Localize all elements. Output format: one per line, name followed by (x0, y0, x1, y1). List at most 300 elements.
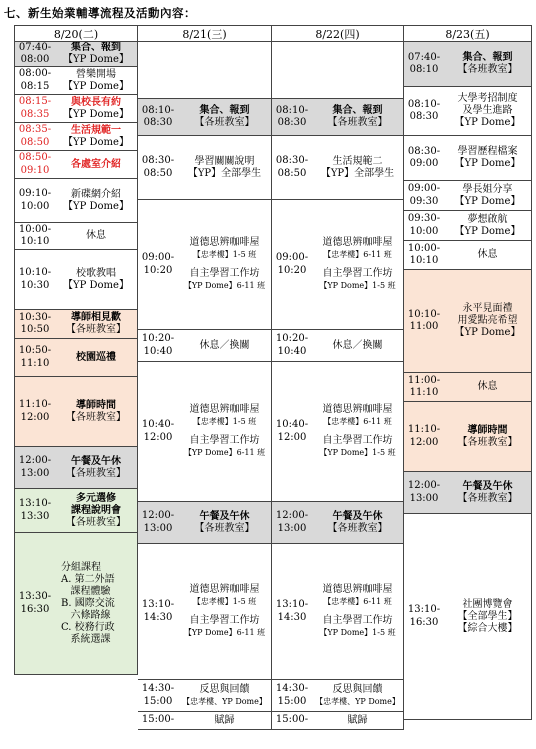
schedule-cell (404, 181, 532, 211)
schedule-cell (404, 402, 532, 472)
time-text: 09:30- (407, 213, 441, 224)
activity-line: 道德思辨咖啡屋 (322, 237, 393, 248)
activity-line: 賦歸 (347, 714, 368, 726)
time-text: 13:00 (20, 467, 50, 479)
activity-line: 【YP Dome】6-11 班 (183, 628, 266, 637)
time-text: 08:30- (407, 145, 441, 157)
schedule-cell (14, 67, 138, 95)
time-range (138, 712, 178, 729)
activity-line: 導師相見歡 (71, 312, 121, 323)
schedule-cell (14, 151, 138, 179)
activity (178, 544, 271, 679)
activity-line: 【YP Dome】 (63, 108, 129, 120)
activity (178, 712, 271, 729)
activity-line: 【忠孝樓、YP Dome】 (315, 696, 400, 706)
time-text: 15:00- (141, 714, 175, 726)
time-text: 13:10- (18, 498, 52, 509)
day-header: 8/20(二) (14, 25, 138, 42)
time-text: 09:00- (407, 183, 441, 194)
activity-line: 六條路線 (61, 609, 111, 621)
activity (444, 472, 531, 513)
activity-line: C. 校務行政 (61, 621, 115, 633)
time-text: 15:00- (275, 714, 309, 726)
activity-line: 【YP Dome】 (63, 80, 129, 92)
schedule-cell (14, 447, 138, 489)
schedule-cell (404, 87, 532, 136)
activity (178, 330, 271, 361)
activity (178, 99, 271, 135)
time-text: 10:00 (20, 200, 50, 212)
activity-line: 與校長有約 (71, 96, 121, 108)
section-heading: 七、新生始業輔導流程及活動內容： (4, 6, 196, 20)
time-text: 12:00 (277, 431, 307, 443)
activity-line: 【YP Dome】 (454, 195, 521, 207)
time-text: 12:00 (20, 411, 50, 423)
time-range (138, 136, 178, 199)
activity-line: B. 國際交流 (61, 597, 115, 609)
time-range (404, 42, 444, 86)
activity-line: 學習關關說明 (194, 155, 255, 167)
day-header: 8/22(四) (272, 25, 404, 42)
schedule-cell (138, 712, 272, 730)
time-text: 10:30- (18, 311, 52, 323)
schedule-cell (14, 339, 138, 377)
schedule-cell (138, 136, 272, 200)
activity-line: 道德思辨咖啡屋 (189, 404, 260, 415)
activity-line: 導師時間 (76, 399, 116, 411)
time-text: 09:10 (20, 164, 50, 176)
activity (312, 330, 403, 361)
activity-line: 【各班教室】 (194, 117, 255, 128)
schedule-cell (404, 270, 532, 373)
time-text: 08:50 (143, 167, 173, 179)
activity-line: A. 第二外語 (61, 573, 115, 585)
time-text: 09:00- (275, 252, 309, 263)
activity-line: 導師時間 (467, 424, 508, 436)
time-text: 10:20- (141, 333, 175, 344)
activity-line: 【全部學生】 (457, 610, 518, 622)
schedule-cell (404, 136, 532, 181)
time-text: 10:10- (18, 267, 52, 278)
activity-line: 【YP Dome】 (63, 54, 129, 65)
activity-line: 校歌教唱 (76, 267, 116, 279)
schedule-cell (272, 680, 404, 712)
time-text: 08:15- (18, 96, 52, 107)
activity-line: 【YP】全部學生 (187, 167, 262, 179)
activity-line: 【YP Dome】6-11 班 (183, 281, 266, 290)
activity-line: 午餐及午休 (332, 510, 383, 522)
activity (55, 151, 137, 178)
time-text: 08:10- (407, 98, 441, 110)
time-range (404, 402, 444, 471)
time-text: 07:40- (18, 42, 52, 53)
time-text: 14:30- (141, 683, 175, 694)
time-range (404, 373, 444, 401)
activity-line: 【YP Dome】 (63, 200, 129, 212)
activity-line: 【忠孝樓】6-11 班 (323, 597, 392, 606)
schedule-cell (14, 250, 138, 310)
time-text: 13:10- (275, 599, 309, 610)
activity-line: 【忠孝樓、YP Dome】 (182, 696, 267, 706)
activity-line: 【各班教室】 (457, 492, 518, 504)
time-text: 08:10- (141, 104, 175, 116)
activity-line: 【YP Dome】 (63, 279, 129, 291)
activity-line: 【YP Dome】 (63, 136, 129, 148)
time-range (404, 241, 444, 269)
schedule-cell (14, 489, 138, 533)
schedule-cell (14, 377, 138, 447)
time-text: 12:00- (18, 455, 52, 466)
time-range (15, 42, 55, 66)
time-range (404, 211, 444, 240)
day-column (404, 25, 532, 741)
activity-line: 課程說明會 (71, 504, 121, 516)
activity-line: 分組課程 (61, 561, 101, 573)
activity-line: 【YP Dome】 (454, 225, 521, 237)
time-text: 08:00- (18, 68, 52, 79)
activity-line: 午餐及午休 (462, 480, 513, 492)
activity-line: 【綜合大樓】 (457, 622, 518, 634)
time-text: 16:30 (409, 616, 439, 628)
time-text: 07:40- (407, 51, 441, 63)
schedule-cell (404, 373, 532, 402)
time-range (15, 447, 55, 488)
day-column (14, 25, 138, 741)
time-text: 11:10 (409, 387, 439, 398)
activity (444, 373, 531, 401)
activity-line: 學習歷程檔案 (457, 146, 518, 157)
activity (55, 67, 137, 94)
time-text: 10:40 (143, 345, 173, 357)
time-text: 11:00 (409, 321, 439, 332)
time-text: 14:30 (277, 611, 307, 623)
time-text: 08:30- (141, 155, 175, 166)
time-text: 10:40 (277, 345, 307, 357)
activity-line: 社團博覽會 (462, 598, 513, 610)
schedule-cell (272, 330, 404, 362)
activity (444, 42, 531, 86)
schedule-cell (272, 99, 404, 136)
time-range (272, 680, 312, 711)
activity-line: 道德思辨咖啡屋 (189, 237, 260, 248)
activity (312, 680, 403, 711)
time-text: 10:00- (407, 242, 441, 254)
schedule-cell (138, 42, 272, 99)
time-text: 10:00- (18, 223, 52, 235)
activity (312, 712, 403, 729)
schedule-cell (404, 472, 532, 514)
time-range (15, 339, 55, 376)
activity-line: 反思與回饋 (332, 683, 383, 695)
activity (55, 179, 137, 222)
time-text: 10:10- (407, 308, 441, 320)
time-range (404, 181, 444, 210)
activity-line: 系統選課 (61, 633, 111, 645)
schedule-cell (14, 223, 138, 250)
time-text: 12:00 (143, 431, 173, 443)
activity-line: 集合、報到 (199, 105, 250, 116)
schedule-cell (404, 42, 532, 87)
activity (312, 136, 403, 199)
activity-line: 【各班教室】 (66, 467, 126, 479)
time-text: 13:30 (20, 510, 50, 522)
time-range (138, 362, 178, 501)
activity-line: 自主學習工作坊 (189, 435, 260, 446)
activity-line: 【各班教室】 (327, 117, 388, 128)
time-range (15, 95, 55, 122)
schedule-cell (14, 533, 138, 675)
activity-line: 自主學習工作坊 (189, 615, 260, 626)
time-text: 12:00- (141, 510, 175, 521)
activity-line: 新碟網介紹 (71, 188, 121, 200)
activity (178, 200, 271, 329)
time-range (15, 533, 55, 674)
activity-line: 賦歸 (214, 714, 235, 726)
activity (444, 211, 531, 240)
time-text: 10:50 (20, 324, 50, 335)
activity (444, 402, 531, 471)
activity-line: 休息 (86, 230, 106, 241)
activity-line: 【YP Dome】 (454, 327, 521, 338)
time-range (15, 179, 55, 222)
activity-line: 【各班教室】 (194, 522, 255, 534)
schedule-cell (404, 514, 532, 720)
activity-line: 校園巡禮 (76, 351, 116, 363)
time-range (138, 200, 178, 329)
time-range (272, 136, 312, 199)
time-range (15, 250, 55, 309)
activity (55, 339, 137, 376)
time-text: 13:10- (141, 599, 175, 610)
day-header: 8/23(五) (404, 25, 532, 42)
activity-line: 【各班教室】 (66, 411, 126, 423)
time-range (15, 223, 55, 249)
activity-line: 道德思辨咖啡屋 (322, 584, 393, 595)
time-text: 10:10 (20, 236, 50, 247)
schedule-cell (138, 544, 272, 680)
activity-line: 多元選修 (76, 492, 116, 504)
activity-line: 【各班教室】 (327, 522, 388, 534)
time-range (272, 362, 312, 501)
activity (55, 95, 137, 122)
activity (178, 680, 271, 711)
activity-line: 課程體驗 (61, 585, 111, 597)
time-text: 10:40- (275, 419, 309, 430)
activity (312, 544, 403, 679)
time-range (138, 680, 178, 711)
activity-line: 自主學習工作坊 (322, 615, 393, 626)
time-text: 13:00 (277, 522, 307, 534)
activity-line: 【忠孝樓】6-11 班 (323, 417, 392, 426)
activity (55, 223, 137, 249)
schedule-cell (14, 95, 138, 123)
activity-line: 集合、報到 (462, 52, 513, 63)
activity (178, 502, 271, 543)
time-range (272, 502, 312, 543)
activity-line: 午餐及午休 (199, 510, 250, 522)
activity-line: 集合、報到 (332, 105, 383, 116)
activity-line: 自主學習工作坊 (189, 268, 260, 279)
time-range (138, 330, 178, 361)
time-text: 08:50 (20, 136, 50, 148)
time-text: 11:00- (407, 374, 441, 386)
time-text: 08:30 (143, 117, 173, 128)
time-text: 13:00 (409, 492, 439, 504)
activity (55, 447, 137, 488)
activity-line: 學長姐分享 (462, 183, 513, 195)
time-text: 08:50 (277, 167, 307, 179)
time-text: 09:30 (409, 195, 439, 207)
time-range (15, 123, 55, 150)
activity (312, 99, 403, 135)
schedule-cell (272, 136, 404, 200)
activity-line: 生活規範一 (71, 124, 121, 136)
time-text: 11:10- (18, 399, 52, 410)
time-text: 08:30 (277, 117, 307, 128)
activity-line: 【忠孝樓】1-5 班 (192, 250, 257, 259)
time-text: 09:00- (141, 252, 175, 263)
activity-line: 【忠孝樓】1-5 班 (192, 417, 257, 426)
activity-line: 營樂開場 (76, 68, 116, 80)
time-range (138, 99, 178, 135)
time-range (15, 67, 55, 94)
time-range (138, 544, 178, 679)
time-range (404, 472, 444, 513)
schedule-cell (138, 200, 272, 330)
activity-line: 生活規範二 (332, 155, 383, 167)
activity (178, 136, 271, 199)
schedule-table (14, 25, 532, 741)
activity (55, 310, 137, 338)
activity (312, 200, 403, 329)
activity-line: 【各班教室】 (66, 324, 126, 335)
time-range (272, 712, 312, 729)
time-text: 11:10 (20, 357, 50, 369)
activity (444, 270, 531, 372)
time-range (404, 136, 444, 180)
time-text: 10:20 (143, 264, 173, 276)
time-text: 16:30 (20, 603, 50, 615)
time-text: 13:30- (18, 591, 52, 602)
schedule-cell (272, 712, 404, 730)
time-range (15, 310, 55, 338)
time-text: 08:50- (18, 152, 52, 163)
time-text: 12:00- (275, 510, 309, 521)
activity-line: 【YP Dome】 (454, 117, 521, 128)
activity-line: 及學生進路 (462, 105, 513, 116)
activity-line: 道德思辨咖啡屋 (189, 584, 260, 595)
activity (444, 181, 531, 210)
activity (55, 42, 137, 66)
schedule-cell (272, 42, 404, 99)
time-text: 08:35 (20, 108, 50, 120)
time-range (272, 544, 312, 679)
activity-line: 午餐及午休 (71, 455, 121, 467)
activity (55, 489, 137, 532)
time-text: 10:20 (277, 264, 307, 276)
activity-line: 【YP Dome】 (454, 158, 521, 169)
activity (55, 250, 137, 309)
time-text: 11:10- (407, 424, 441, 435)
day-header: 8/21(三) (138, 25, 272, 42)
time-text: 08:15 (20, 80, 50, 92)
activity-line: 【各班教室】 (457, 64, 518, 75)
time-text: 13:00 (143, 522, 173, 534)
activity-line: 【YP Dome】6-11 班 (183, 448, 266, 457)
time-text: 13:10- (407, 604, 441, 615)
time-text: 14:30 (143, 611, 173, 623)
schedule-cell (404, 211, 532, 241)
schedule-cell (272, 544, 404, 680)
time-text: 10:40- (141, 419, 175, 430)
schedule-cell (138, 680, 272, 712)
activity (444, 514, 531, 719)
activity-line: 【YP Dome】1-5 班 (319, 628, 396, 637)
activity-line: 大學考招制度 (457, 93, 518, 104)
time-text: 08:35- (18, 124, 52, 135)
time-text: 10:50- (18, 345, 52, 356)
time-text: 10:30 (20, 279, 50, 291)
activity-line: 反思與回饋 (199, 683, 250, 695)
activity-line: 【忠孝樓】1-5 班 (192, 597, 257, 606)
time-range (15, 151, 55, 178)
activity-line: 【各班教室】 (66, 516, 126, 528)
schedule-cell (14, 123, 138, 151)
activity-line: 【YP】全部學生 (320, 167, 395, 179)
activity-line: 休息／換關 (332, 339, 383, 351)
activity (55, 533, 137, 674)
activity-line: 夢想啟航 (467, 213, 508, 225)
time-range (272, 330, 312, 361)
time-text: 12:00 (409, 436, 439, 448)
activity-line: 【各班教室】 (457, 436, 518, 448)
activity-line: 【YP Dome】1-5 班 (319, 448, 396, 457)
time-text: 08:30 (409, 111, 439, 122)
day-column (138, 25, 272, 741)
schedule-cell (138, 502, 272, 544)
activity (312, 362, 403, 501)
schedule-cell (272, 502, 404, 544)
activity-line: 休息 (477, 249, 498, 260)
activity-line: 【YP Dome】1-5 班 (319, 281, 396, 290)
time-range (404, 87, 444, 135)
time-range (404, 514, 444, 719)
activity (55, 123, 137, 150)
time-text: 09:10- (18, 188, 52, 199)
time-text: 08:10- (275, 104, 309, 116)
time-range (15, 489, 55, 532)
schedule-cell (14, 42, 138, 67)
schedule-cell (138, 330, 272, 362)
time-text: 12:00- (407, 480, 441, 491)
activity-line: 集合、報到 (71, 42, 121, 53)
activity-line: 道德思辨咖啡屋 (322, 404, 393, 415)
activity-line: 【忠孝樓】6-11 班 (323, 250, 392, 259)
activity-line: 永平見面禮 (462, 303, 513, 314)
time-text: 08:30- (275, 155, 309, 166)
activity (178, 362, 271, 501)
activity-line: 用愛點亮希望 (457, 315, 518, 326)
activity-line: 自主學習工作坊 (322, 268, 393, 279)
activity-line: 自主學習工作坊 (322, 435, 393, 446)
schedule-cell (138, 99, 272, 136)
activity (55, 377, 137, 446)
time-range (272, 99, 312, 135)
time-range (138, 502, 178, 543)
activity (444, 136, 531, 180)
day-column (272, 25, 404, 741)
schedule-cell (138, 362, 272, 502)
